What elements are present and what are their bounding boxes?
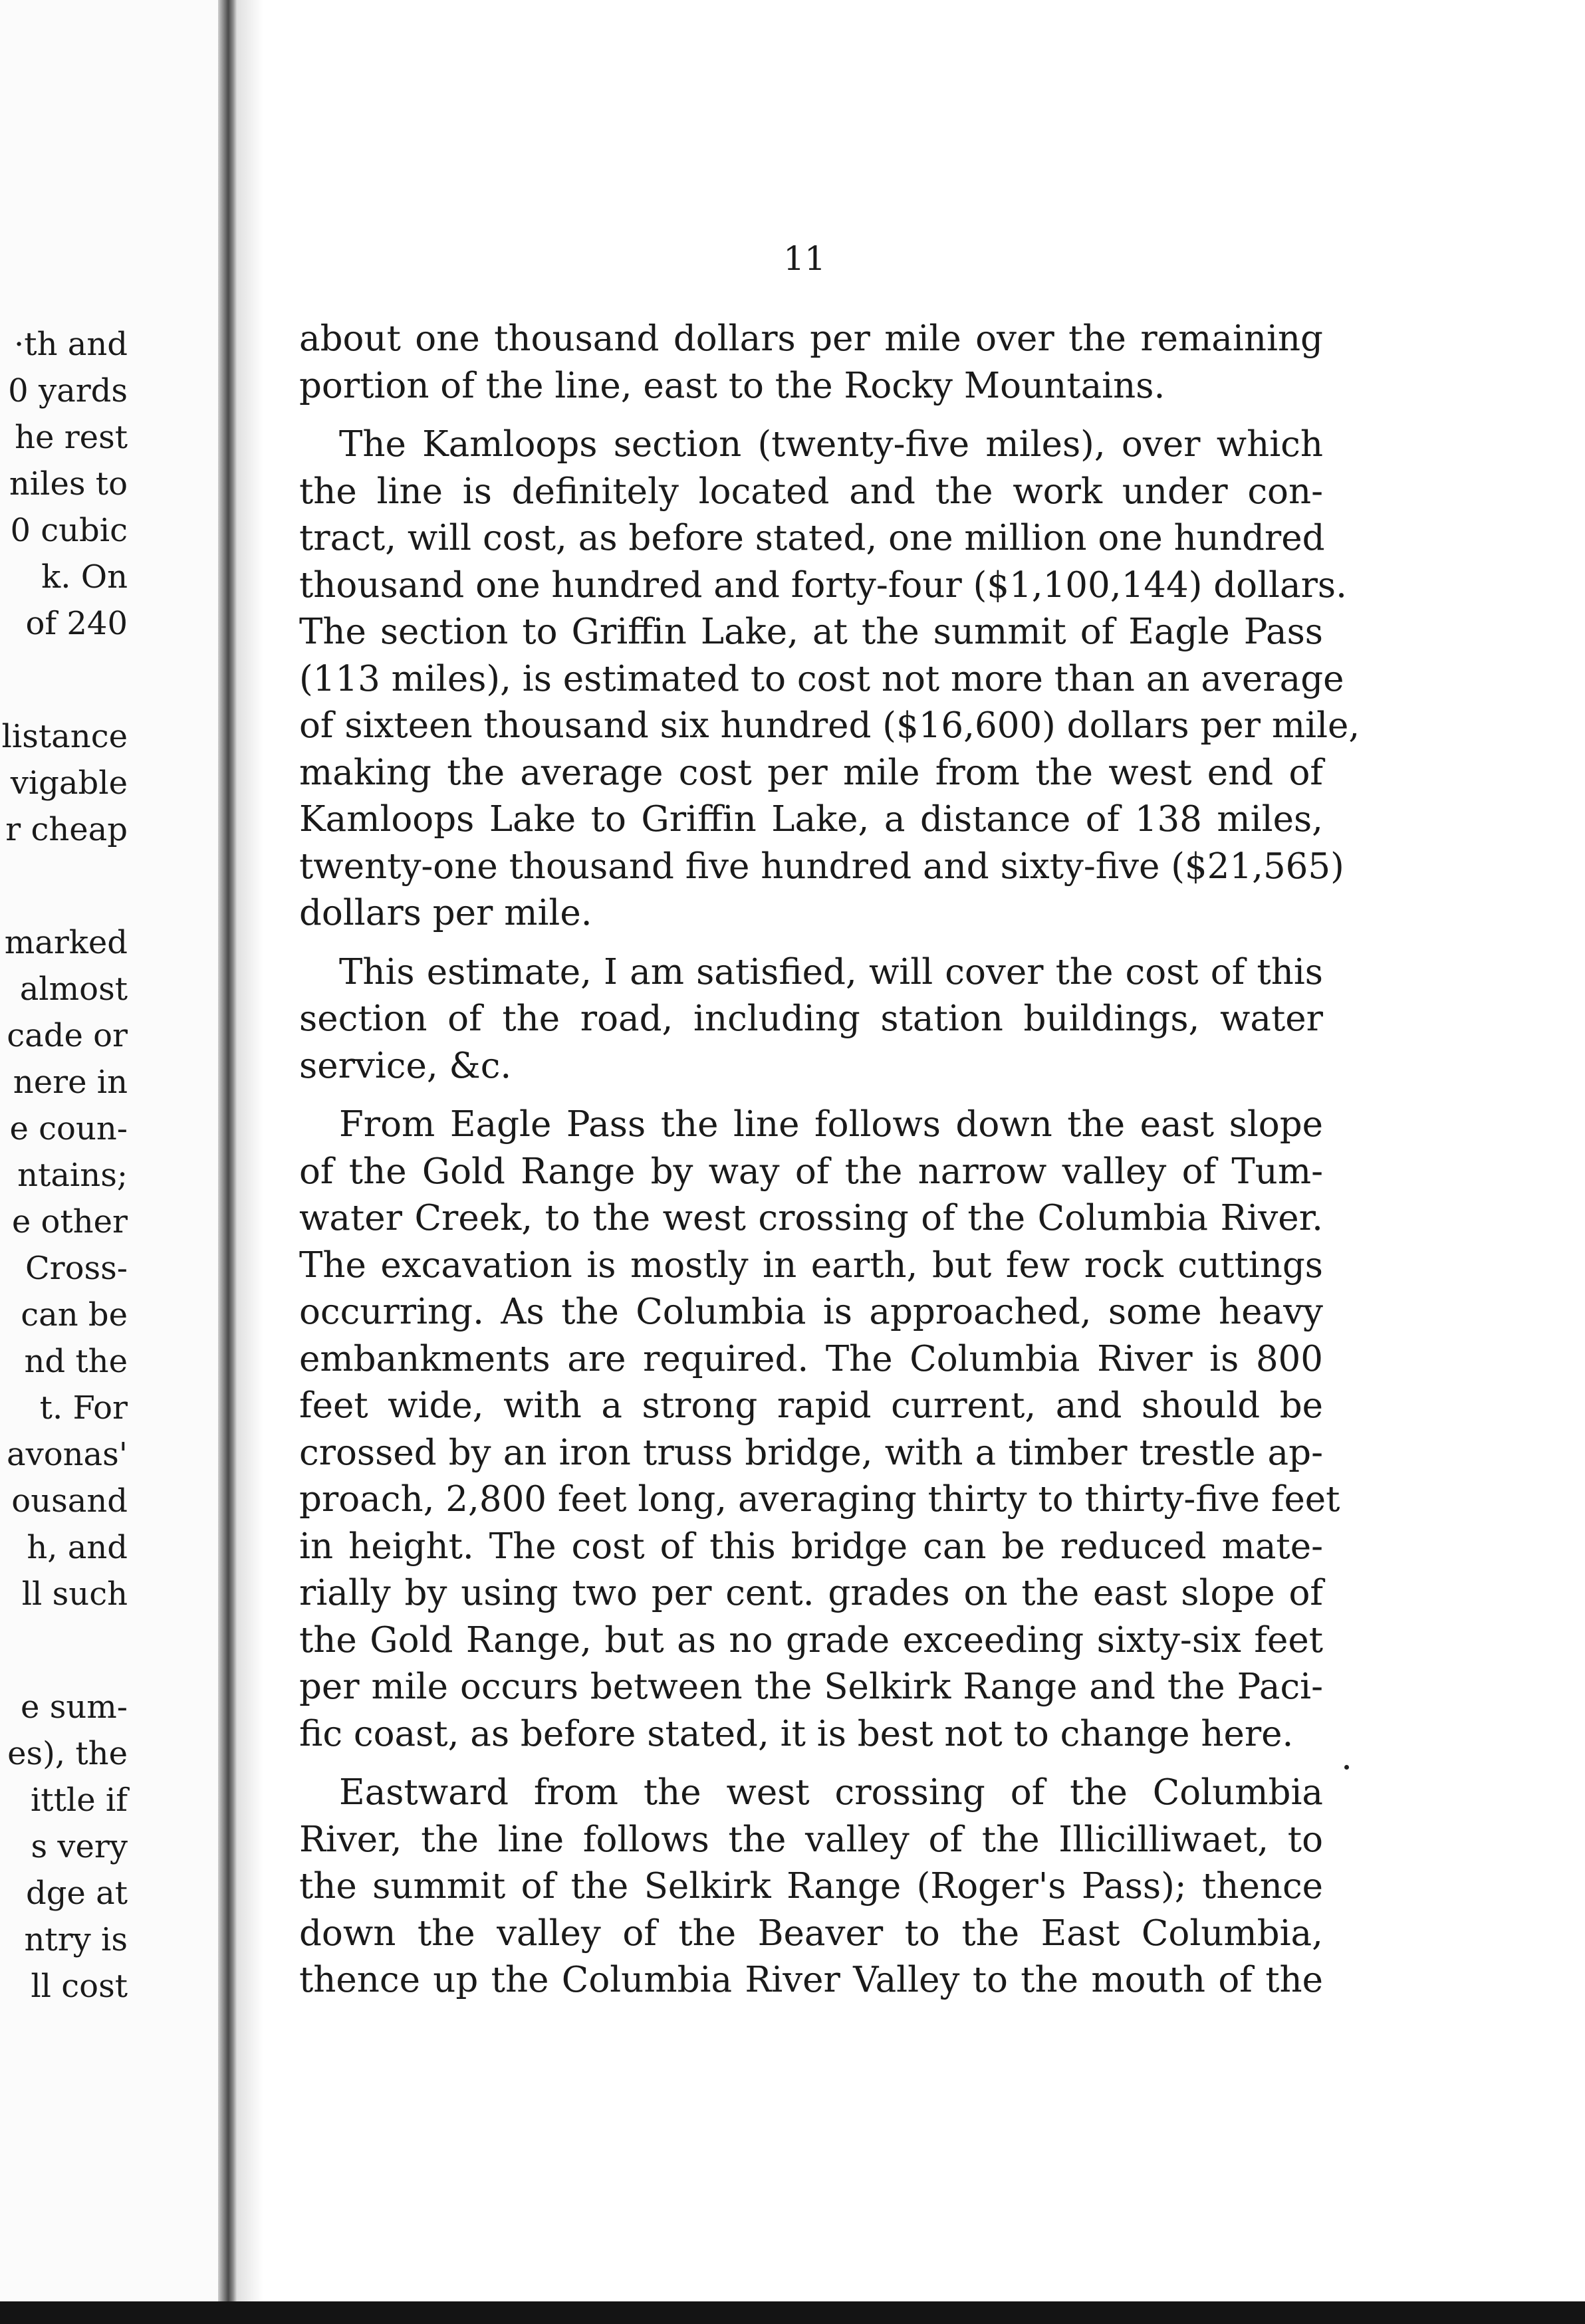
- text-line: This estimate, I am satisfied, will cover the cost of this: [339, 951, 1323, 992]
- left-page-line: dge at: [25, 1875, 128, 1912]
- text-line: fic coast, as before stated, it is best not to change here.: [299, 1713, 1294, 1754]
- left-page-line: cade or: [7, 1017, 128, 1054]
- left-page-fragment: [0, 0, 226, 2324]
- left-page-line: ittle if: [30, 1782, 128, 1819]
- left-page-line: ·th and: [14, 326, 128, 363]
- page-body: [299, 316, 1360, 2004]
- text-line: of sixteen thousand six hundred ($16,600) dollars per mile,: [299, 705, 1360, 746]
- left-page-line: es), the: [7, 1735, 128, 1772]
- text-line: embankments are required. The Columbia River is 800: [299, 1338, 1323, 1379]
- text-line: feet wide, with a strong rapid current, and should be: [299, 1385, 1323, 1426]
- left-page-line: ll such: [21, 1575, 128, 1613]
- text-line: twenty-one thousand five hundred and sixty-five ($21,565): [299, 846, 1344, 887]
- text-line: down the valley of the Beaver to the East Columbia,: [299, 1913, 1323, 1954]
- text-line: occurring. As the Columbia is approached, some heavy: [299, 1292, 1323, 1332]
- text-line: Eastward from the west crossing of the Columbia: [339, 1772, 1323, 1813]
- text-line: of the Gold Range by way of the narrow valley of Tum-: [299, 1151, 1323, 1192]
- text-line: Kamloops Lake to Griffin Lake, a distance of 138 miles,: [299, 799, 1323, 840]
- text-line: about one thousand dollars per mile over the remaining: [299, 318, 1323, 359]
- left-page-line: ntains;: [17, 1157, 128, 1194]
- text-line: The section to Griffin Lake, at the summit of Eagle Pass: [299, 612, 1323, 652]
- book-spine: [218, 0, 237, 2324]
- text-line: thence up the Columbia River Valley to the mouth of the: [299, 1960, 1323, 2000]
- left-page-line: ousand: [11, 1482, 128, 1520]
- text-line: water Creek, to the west crossing of the Columbia River.: [299, 1198, 1323, 1238]
- text-line: thousand one hundred and forty-four ($1,100,144) dollars.: [299, 564, 1347, 606]
- paragraph: [299, 1102, 1340, 1758]
- text-line: per mile occurs between the Selkirk Range and the Paci-: [299, 1667, 1323, 1707]
- text-line: River, the line follows the valley of the Illicilliwaet, to: [299, 1819, 1323, 1860]
- left-page-line: 0 yards: [8, 372, 128, 409]
- text-line: crossed by an iron truss bridge, with a timber trestle ap-: [299, 1432, 1323, 1473]
- paragraph: [299, 316, 1323, 409]
- scan-bottom-edge: [0, 2301, 1585, 2324]
- text-line: rially by using two per cent. grades on the east slope of: [299, 1573, 1323, 1613]
- text-line: tract, will cost, as before stated, one million one hundred: [299, 518, 1325, 558]
- text-line: service, &c.: [299, 1045, 512, 1086]
- paragraph: [299, 1770, 1323, 2004]
- text-line: The Kamloops section (twenty-five miles), over which: [339, 424, 1323, 465]
- left-page-line: can be: [21, 1296, 128, 1334]
- left-page-line: marked: [4, 924, 128, 961]
- left-page-line: niles to: [9, 465, 128, 503]
- left-page-line: Cross-: [25, 1250, 128, 1287]
- text-line: in height. The cost of this bridge can be reduced mate-: [299, 1526, 1323, 1567]
- paragraph: [299, 949, 1323, 1090]
- left-page-line: e coun-: [9, 1110, 128, 1147]
- left-page-line: t. For: [39, 1389, 128, 1427]
- text-line: The excavation is mostly in earth, but few rock cuttings: [299, 1244, 1323, 1286]
- left-page-line: e other: [11, 1203, 128, 1240]
- left-page-line: ntry is: [24, 1921, 128, 1958]
- paragraph: [299, 421, 1360, 937]
- spine-shadow: [237, 0, 263, 2324]
- left-page-line: nd the: [24, 1343, 128, 1380]
- left-page-line: k. On: [41, 558, 128, 596]
- left-page-line: e sum-: [21, 1688, 128, 1726]
- left-page-line: nere in: [13, 1064, 128, 1101]
- left-page-line: listance: [1, 718, 128, 755]
- left-page-line: 0 cubic: [10, 512, 128, 549]
- left-page-line: h, and: [27, 1529, 128, 1566]
- left-page-line: of 240: [25, 605, 128, 642]
- text-line: making the average cost per mile from the west end of: [299, 752, 1323, 793]
- left-page-line: almost: [19, 971, 128, 1008]
- text-line: the line is definitely located and the work under con-: [299, 471, 1323, 512]
- text-line: the Gold Range, but as no grade exceeding sixty-six feet: [299, 1619, 1323, 1661]
- left-page-line: avonas': [7, 1436, 128, 1473]
- text-line: portion of the line, east to the Rocky Mountains.: [299, 365, 1165, 406]
- text-line: section of the road, including station buildings, water: [299, 998, 1323, 1039]
- left-page-line: s very: [31, 1828, 128, 1865]
- text-line: dollars per mile.: [299, 893, 592, 933]
- text-line: the summit of the Selkirk Range (Roger's Pass); thence: [299, 1866, 1323, 1907]
- scan-speck: [1344, 1765, 1349, 1770]
- left-page-line: he rest: [15, 419, 128, 456]
- left-page-line: ll cost: [31, 1968, 128, 2005]
- text-line: proach, 2,800 feet long, averaging thirty to thirty-five feet: [299, 1479, 1340, 1520]
- left-page-line: r cheap: [5, 811, 128, 848]
- text-line: From Eagle Pass the line follows down the east slope: [339, 1104, 1323, 1145]
- left-page-line: vigable: [10, 764, 128, 802]
- text-line: (113 miles), is estimated to cost not more than an average: [299, 658, 1344, 699]
- page-number: 11: [783, 239, 826, 278]
